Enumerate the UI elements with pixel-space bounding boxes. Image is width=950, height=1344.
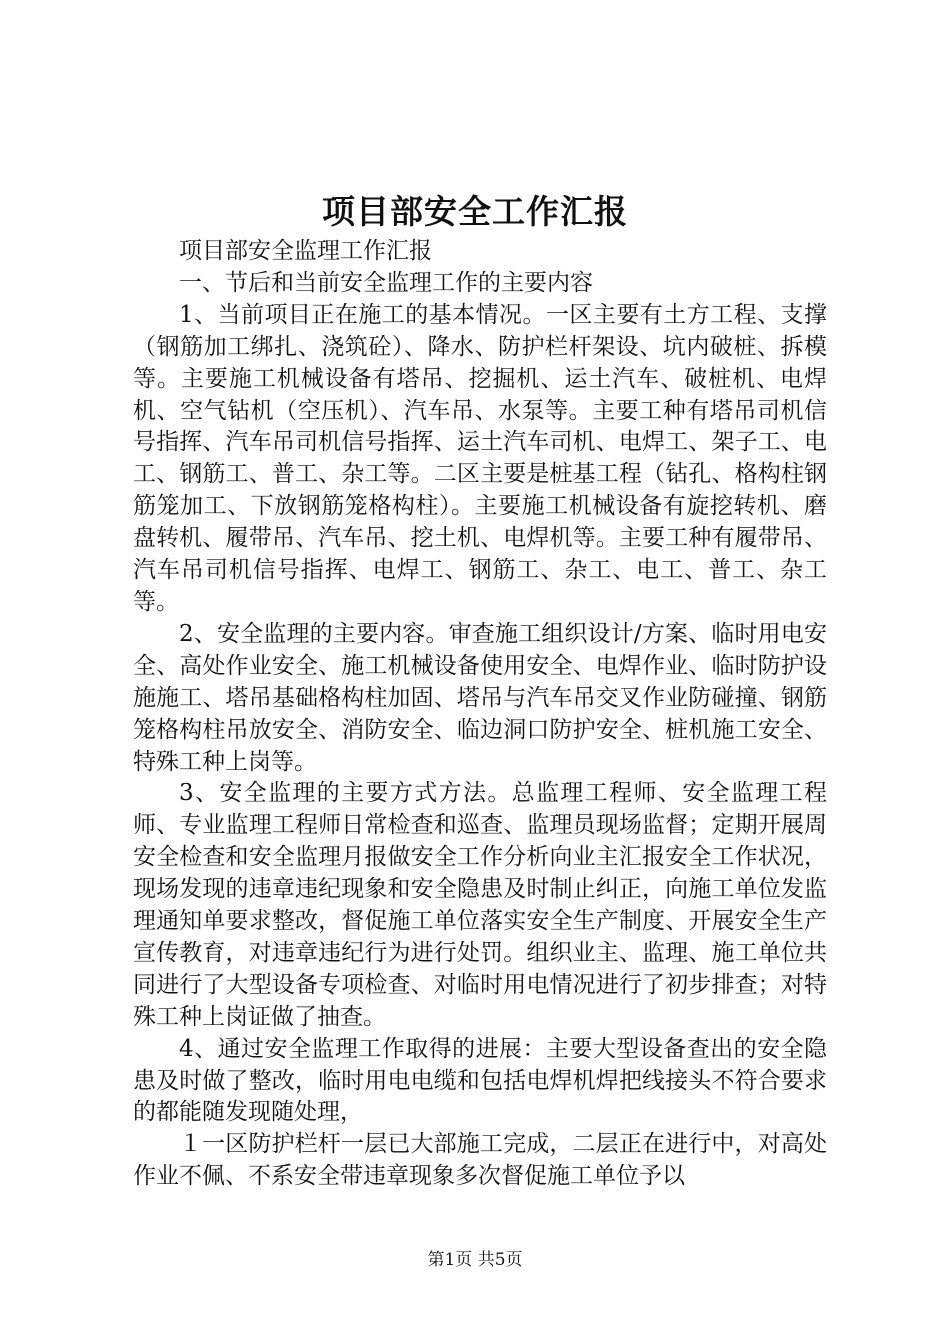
paragraph-item-3: 3、安全监理的主要方式方法。总监理工程师、安全监理工程师、专业监理工程师日常检查和巡查、监理员现场监督；定期开展周安全检查和安全监理月报做安全工作分析向业主汇报安全工作状况，现场发现的违章违纪现象和安全隐患及时制止纠正，向施工单位发监理通知单要求整改，督促施工单位落实安全生产制度、开展安全生产宣传教育，对违章违纪行为进行处罚。组织业主、监理、施工单位共同进行了大型设备专项检查、对临时用电情况进行了初步排查；对特殊工种上岗证做了抽查。: [133, 780, 827, 1030]
paragraph-subtitle: 项目部安全监理工作汇报: [179, 238, 432, 264]
paragraph-section-heading: 一、节后和当前安全监理工作的主要内容: [179, 269, 593, 296]
page-footer: 第1页 共5页: [427, 1250, 523, 1270]
paragraph-item-4: 4、通过安全监理工作取得的进展：主要大型设备查出的安全隐患及时做了整改，临时用电电缆和包括电焊机焊把线接头不符合要求的都能随发现随处理，: [133, 1035, 827, 1126]
document-title: 项目部安全工作汇报: [322, 192, 628, 231]
document-body: [133, 236, 827, 1193]
paragraph-item-2: 2、安全监理的主要内容。审查施工组织设计/方案、临时用电安全、高处作业安全、施工机械设备使用安全、电焊作业、临时防护设施施工、塔吊基础格构柱加固、塔吊与汽车吊交叉作业防碰撞、钢筋笼格构柱吊放安全、消防安全、临边洞口防护安全、桩机施工安全、特殊工种上岗等。: [133, 620, 827, 775]
paragraph-item-1: 1、当前项目正在施工的基本情况。一区主要有土方工程、支撑（钢筋加工绑扎、浇筑砼）、降水、防护栏杆架设、坑内破桩、拆模等。主要施工机械设备有塔吊、挖掘机、运土汽车、破桩机、电焊机、空气钻机（空压机）、汽车吊、水泵等。主要工种有塔吊司机信号指挥、汽车吊司机信号指挥、运土汽车司机、电焊工、架子工、电工、钢筋工、普工、杂工等。二区主要是桩基工程（钻孔、格构柱钢筋笼加工、下放钢筋笼格构柱）。主要施工机械设备有旋挖转机、磨盘转机、履带吊、汽车吊、挖土机、电焊机等。主要工种有履带吊、汽车吊司机信号指挥、电焊工、钢筋工、杂工、电工、普工、杂工等。: [133, 301, 827, 615]
paragraph-item-4-1: １一区防护栏杆一层已大部施工完成，二层正在进行中，对高处作业不佩、不系安全带违章现象多次督促施工单位予以: [133, 1131, 827, 1190]
